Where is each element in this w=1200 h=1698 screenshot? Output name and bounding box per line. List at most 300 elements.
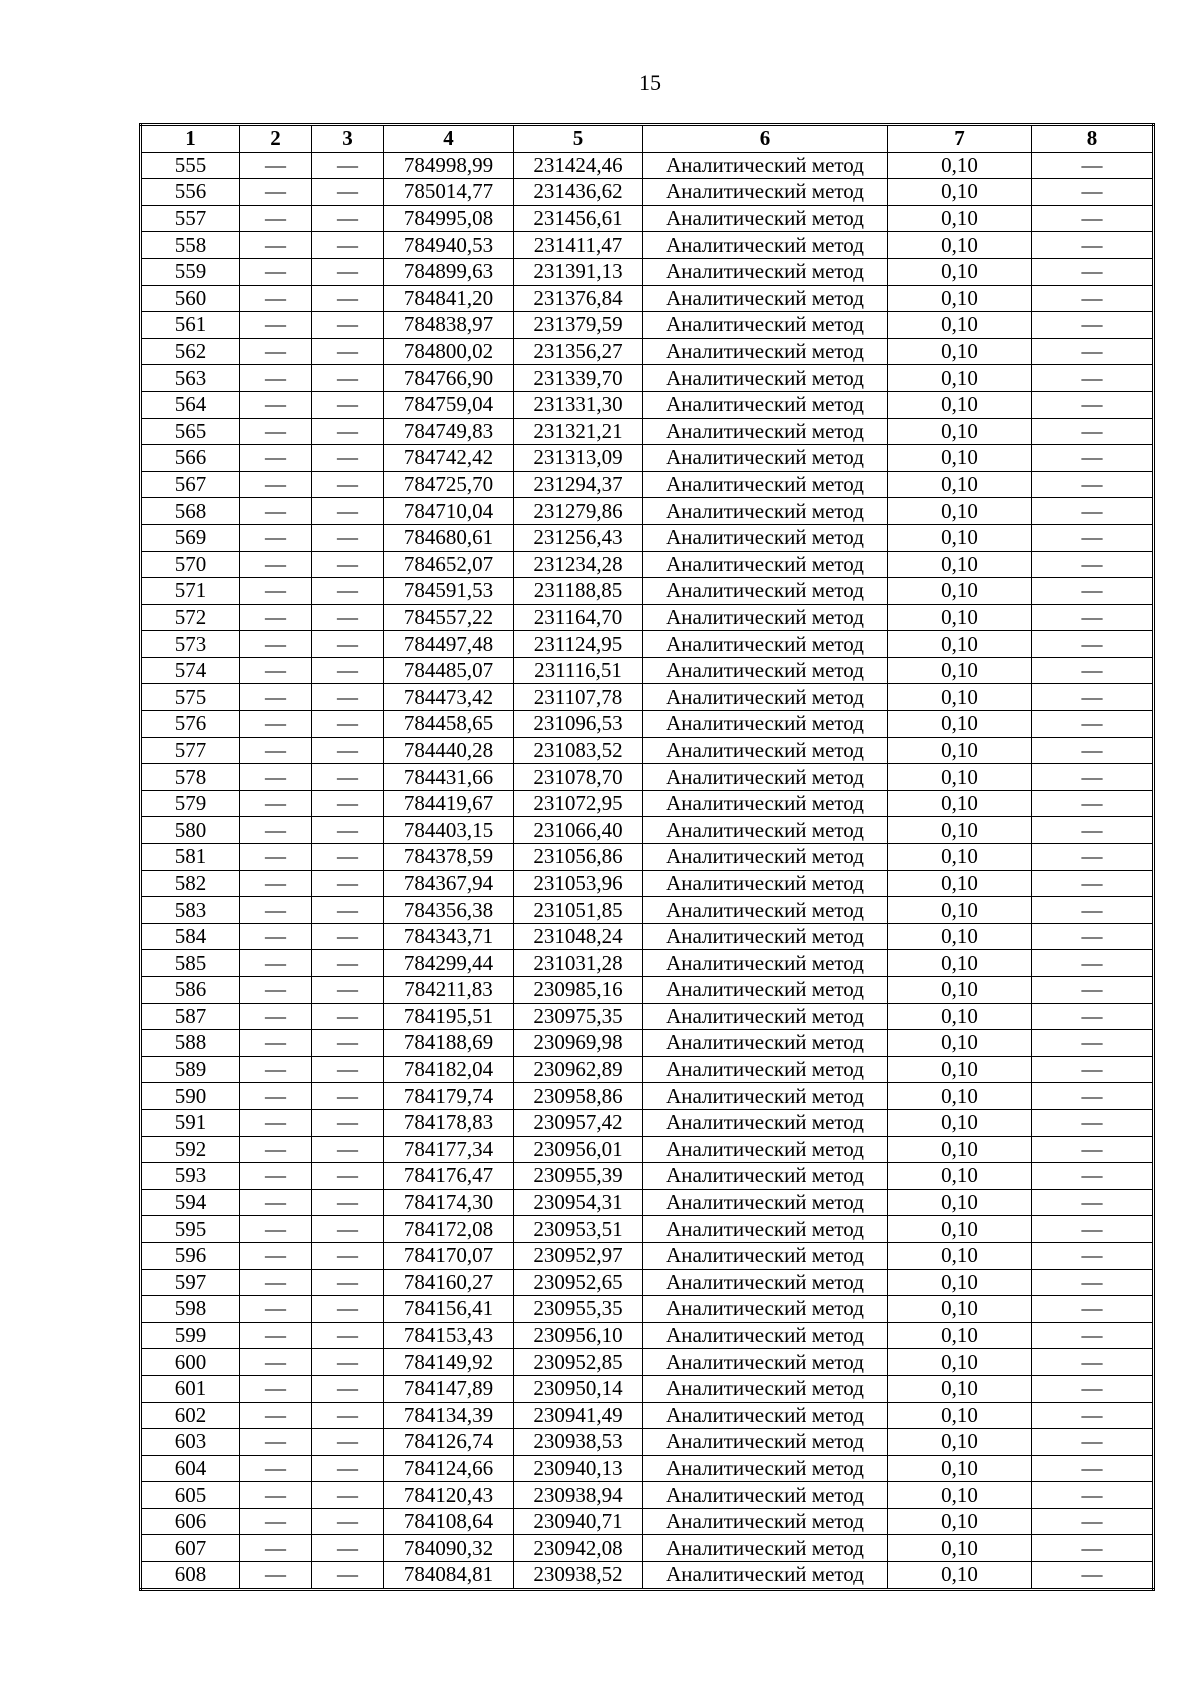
cell-col-3: — (312, 338, 384, 365)
error-value: 0,10 (888, 179, 1032, 206)
cell-col-2: — (240, 977, 312, 1004)
error-value: 0,10 (888, 232, 1032, 259)
cell-col-2: — (240, 312, 312, 339)
point-number: 594 (141, 1189, 240, 1216)
cell-col-2: — (240, 764, 312, 791)
table-row (141, 1136, 1154, 1163)
error-value: 0,10 (888, 1269, 1032, 1296)
cell-col-2: — (240, 179, 312, 206)
method: Аналитический метод (643, 1508, 888, 1535)
coord-x: 784343,71 (384, 923, 514, 950)
coord-y: 231056,86 (514, 844, 643, 871)
cell-col-3: — (312, 551, 384, 578)
table-row (141, 1189, 1154, 1216)
cell-col-3: — (312, 844, 384, 871)
error-value: 0,10 (888, 684, 1032, 711)
table-row (141, 232, 1154, 259)
cell-col-2: — (240, 1429, 312, 1456)
table-row (141, 1030, 1154, 1057)
coord-x: 784179,74 (384, 1083, 514, 1110)
method: Аналитический метод (643, 312, 888, 339)
column-header: 5 (514, 125, 643, 153)
table-row (141, 471, 1154, 498)
method: Аналитический метод (643, 578, 888, 605)
cell-col-3: — (312, 365, 384, 392)
coord-x: 784149,92 (384, 1349, 514, 1376)
error-value: 0,10 (888, 1349, 1032, 1376)
coord-x: 784497,48 (384, 631, 514, 658)
method: Аналитический метод (643, 1136, 888, 1163)
error-value: 0,10 (888, 604, 1032, 631)
column-header: 3 (312, 125, 384, 153)
cell-col-2: — (240, 684, 312, 711)
point-number: 569 (141, 524, 240, 551)
method: Аналитический метод (643, 764, 888, 791)
cell-col-2: — (240, 1109, 312, 1136)
table-row (141, 1083, 1154, 1110)
method: Аналитический метод (643, 285, 888, 312)
error-value: 0,10 (888, 870, 1032, 897)
table-row (141, 844, 1154, 871)
coord-x: 784367,94 (384, 870, 514, 897)
method: Аналитический метод (643, 152, 888, 179)
coord-x: 784108,64 (384, 1508, 514, 1535)
table-row (141, 897, 1154, 924)
cell-col-8: — (1032, 711, 1154, 738)
point-number: 577 (141, 737, 240, 764)
point-number: 555 (141, 152, 240, 179)
cell-col-2: — (240, 205, 312, 232)
coord-x: 784178,83 (384, 1109, 514, 1136)
cell-col-2: — (240, 498, 312, 525)
coord-y: 230956,01 (514, 1136, 643, 1163)
coord-y: 231083,52 (514, 737, 643, 764)
error-value: 0,10 (888, 258, 1032, 285)
point-number: 591 (141, 1109, 240, 1136)
coord-x: 784299,44 (384, 950, 514, 977)
coord-x: 784378,59 (384, 844, 514, 871)
table-row (141, 1242, 1154, 1269)
cell-col-3: — (312, 977, 384, 1004)
coord-x: 784998,99 (384, 152, 514, 179)
point-number: 606 (141, 1508, 240, 1535)
table-row (141, 684, 1154, 711)
cell-col-2: — (240, 1163, 312, 1190)
cell-col-3: — (312, 950, 384, 977)
table-row (141, 524, 1154, 551)
cell-col-3: — (312, 152, 384, 179)
cell-col-8: — (1032, 498, 1154, 525)
cell-col-8: — (1032, 312, 1154, 339)
point-number: 587 (141, 1003, 240, 1030)
coord-x: 784680,61 (384, 524, 514, 551)
cell-col-8: — (1032, 1429, 1154, 1456)
error-value: 0,10 (888, 578, 1032, 605)
coord-x: 784431,66 (384, 764, 514, 791)
cell-col-3: — (312, 631, 384, 658)
error-value: 0,10 (888, 1083, 1032, 1110)
point-number: 573 (141, 631, 240, 658)
method: Аналитический метод (643, 1375, 888, 1402)
coord-x: 784591,53 (384, 578, 514, 605)
cell-col-8: — (1032, 790, 1154, 817)
method: Аналитический метод (643, 1535, 888, 1562)
point-number: 576 (141, 711, 240, 738)
coord-y: 230952,65 (514, 1269, 643, 1296)
coord-x: 784120,43 (384, 1482, 514, 1509)
cell-col-3: — (312, 1322, 384, 1349)
cell-col-8: — (1032, 844, 1154, 871)
coord-y: 231339,70 (514, 365, 643, 392)
coord-x: 784473,42 (384, 684, 514, 711)
cell-col-2: — (240, 1216, 312, 1243)
coord-x: 784800,02 (384, 338, 514, 365)
column-header: 2 (240, 125, 312, 153)
coord-y: 231313,09 (514, 445, 643, 472)
cell-col-2: — (240, 418, 312, 445)
error-value: 0,10 (888, 524, 1032, 551)
method: Аналитический метод (643, 1030, 888, 1057)
cell-col-3: — (312, 604, 384, 631)
cell-col-8: — (1032, 1269, 1154, 1296)
point-number: 589 (141, 1056, 240, 1083)
error-value: 0,10 (888, 817, 1032, 844)
cell-col-3: — (312, 205, 384, 232)
error-value: 0,10 (888, 897, 1032, 924)
cell-col-8: — (1032, 445, 1154, 472)
coord-y: 231379,59 (514, 312, 643, 339)
cell-col-2: — (240, 285, 312, 312)
table-row (141, 1296, 1154, 1323)
error-value: 0,10 (888, 711, 1032, 738)
point-number: 557 (141, 205, 240, 232)
cell-col-3: — (312, 1455, 384, 1482)
coord-x: 784419,67 (384, 790, 514, 817)
point-number: 567 (141, 471, 240, 498)
table-row (141, 1349, 1154, 1376)
coord-y: 230942,08 (514, 1535, 643, 1562)
cell-col-3: — (312, 1375, 384, 1402)
method: Аналитический метод (643, 258, 888, 285)
coord-x: 784749,83 (384, 418, 514, 445)
cell-col-8: — (1032, 205, 1154, 232)
coord-x: 784172,08 (384, 1216, 514, 1243)
point-number: 579 (141, 790, 240, 817)
coord-x: 785014,77 (384, 179, 514, 206)
coord-x: 784403,15 (384, 817, 514, 844)
point-number: 600 (141, 1349, 240, 1376)
method: Аналитический метод (643, 232, 888, 259)
cell-col-2: — (240, 578, 312, 605)
coord-y: 231321,21 (514, 418, 643, 445)
error-value: 0,10 (888, 1030, 1032, 1057)
coord-y: 231234,28 (514, 551, 643, 578)
cell-col-3: — (312, 312, 384, 339)
cell-col-3: — (312, 1109, 384, 1136)
cell-col-8: — (1032, 551, 1154, 578)
cell-col-2: — (240, 1269, 312, 1296)
cell-col-3: — (312, 1482, 384, 1509)
table-row (141, 1216, 1154, 1243)
coord-y: 231188,85 (514, 578, 643, 605)
table-row (141, 1109, 1154, 1136)
cell-col-8: — (1032, 923, 1154, 950)
method: Аналитический метод (643, 498, 888, 525)
coord-x: 784124,66 (384, 1455, 514, 1482)
cell-col-3: — (312, 578, 384, 605)
cell-col-8: — (1032, 418, 1154, 445)
error-value: 0,10 (888, 1216, 1032, 1243)
method: Аналитический метод (643, 391, 888, 418)
cell-col-3: — (312, 764, 384, 791)
error-value: 0,10 (888, 1562, 1032, 1590)
cell-col-8: — (1032, 870, 1154, 897)
method: Аналитический метод (643, 711, 888, 738)
point-number: 559 (141, 258, 240, 285)
error-value: 0,10 (888, 1189, 1032, 1216)
cell-col-3: — (312, 790, 384, 817)
cell-col-3: — (312, 657, 384, 684)
coord-x: 784838,97 (384, 312, 514, 339)
cell-col-8: — (1032, 604, 1154, 631)
table-row (141, 152, 1154, 179)
table-row (141, 338, 1154, 365)
point-number: 597 (141, 1269, 240, 1296)
cell-col-3: — (312, 1402, 384, 1429)
column-header: 4 (384, 125, 514, 153)
method: Аналитический метод (643, 1349, 888, 1376)
method: Аналитический метод (643, 790, 888, 817)
table-row (141, 1163, 1154, 1190)
cell-col-3: — (312, 232, 384, 259)
coord-x: 784090,32 (384, 1535, 514, 1562)
point-number: 603 (141, 1429, 240, 1456)
cell-col-2: — (240, 1349, 312, 1376)
method: Аналитический метод (643, 524, 888, 551)
cell-col-2: — (240, 737, 312, 764)
cell-col-3: — (312, 418, 384, 445)
cell-col-8: — (1032, 764, 1154, 791)
cell-col-2: — (240, 657, 312, 684)
coord-y: 230969,98 (514, 1030, 643, 1057)
column-header: 1 (141, 125, 240, 153)
point-number: 598 (141, 1296, 240, 1323)
method: Аналитический метод (643, 844, 888, 871)
cell-col-3: — (312, 1003, 384, 1030)
cell-col-8: — (1032, 232, 1154, 259)
coord-y: 230975,35 (514, 1003, 643, 1030)
table-row (141, 1322, 1154, 1349)
error-value: 0,10 (888, 1455, 1032, 1482)
cell-col-8: — (1032, 737, 1154, 764)
cell-col-3: — (312, 471, 384, 498)
coord-y: 231279,86 (514, 498, 643, 525)
cell-col-2: — (240, 1056, 312, 1083)
cell-col-2: — (240, 551, 312, 578)
coord-y: 230958,86 (514, 1083, 643, 1110)
cell-col-2: — (240, 232, 312, 259)
coord-x: 784725,70 (384, 471, 514, 498)
cell-col-8: — (1032, 1189, 1154, 1216)
coord-x: 784485,07 (384, 657, 514, 684)
error-value: 0,10 (888, 1322, 1032, 1349)
cell-col-8: — (1032, 1455, 1154, 1482)
error-value: 0,10 (888, 1056, 1032, 1083)
point-number: 572 (141, 604, 240, 631)
error-value: 0,10 (888, 737, 1032, 764)
method: Аналитический метод (643, 205, 888, 232)
coord-x: 784211,83 (384, 977, 514, 1004)
method: Аналитический метод (643, 1482, 888, 1509)
coordinates-table (139, 123, 1155, 1591)
cell-col-2: — (240, 1508, 312, 1535)
table-row (141, 258, 1154, 285)
coord-y: 230955,35 (514, 1296, 643, 1323)
point-number: 566 (141, 445, 240, 472)
cell-col-8: — (1032, 950, 1154, 977)
column-header: 7 (888, 125, 1032, 153)
table-row (141, 817, 1154, 844)
table-row (141, 418, 1154, 445)
method: Аналитический метод (643, 1269, 888, 1296)
coord-x: 784995,08 (384, 205, 514, 232)
point-number: 565 (141, 418, 240, 445)
cell-col-8: — (1032, 1562, 1154, 1590)
point-number: 590 (141, 1083, 240, 1110)
coord-y: 231072,95 (514, 790, 643, 817)
method: Аналитический метод (643, 631, 888, 658)
error-value: 0,10 (888, 1429, 1032, 1456)
point-number: 562 (141, 338, 240, 365)
cell-col-8: — (1032, 1402, 1154, 1429)
method: Аналитический метод (643, 1562, 888, 1590)
method: Аналитический метод (643, 684, 888, 711)
coord-x: 784458,65 (384, 711, 514, 738)
cell-col-3: — (312, 1535, 384, 1562)
cell-col-2: — (240, 870, 312, 897)
method: Аналитический метод (643, 471, 888, 498)
cell-col-2: — (240, 604, 312, 631)
table-row (141, 1375, 1154, 1402)
point-number: 575 (141, 684, 240, 711)
coord-x: 784710,04 (384, 498, 514, 525)
cell-col-3: — (312, 285, 384, 312)
coord-y: 230955,39 (514, 1163, 643, 1190)
error-value: 0,10 (888, 1508, 1032, 1535)
table-row (141, 285, 1154, 312)
table-row (141, 365, 1154, 392)
table-row (141, 1508, 1154, 1535)
point-number: 563 (141, 365, 240, 392)
cell-col-8: — (1032, 258, 1154, 285)
coord-x: 784766,90 (384, 365, 514, 392)
method: Аналитический метод (643, 604, 888, 631)
error-value: 0,10 (888, 764, 1032, 791)
cell-col-3: — (312, 1216, 384, 1243)
table-row (141, 1429, 1154, 1456)
coord-x: 784153,43 (384, 1322, 514, 1349)
point-number: 561 (141, 312, 240, 339)
error-value: 0,10 (888, 923, 1032, 950)
cell-col-3: — (312, 923, 384, 950)
column-header: 8 (1032, 125, 1154, 153)
point-number: 568 (141, 498, 240, 525)
cell-col-3: — (312, 737, 384, 764)
point-number: 601 (141, 1375, 240, 1402)
cell-col-2: — (240, 817, 312, 844)
point-number: 581 (141, 844, 240, 871)
method: Аналитический метод (643, 1322, 888, 1349)
coord-y: 230956,10 (514, 1322, 643, 1349)
coord-x: 784195,51 (384, 1003, 514, 1030)
error-value: 0,10 (888, 338, 1032, 365)
method: Аналитический метод (643, 1163, 888, 1190)
error-value: 0,10 (888, 1296, 1032, 1323)
coord-y: 231456,61 (514, 205, 643, 232)
cell-col-8: — (1032, 977, 1154, 1004)
coord-y: 231411,47 (514, 232, 643, 259)
table-row (141, 578, 1154, 605)
point-number: 570 (141, 551, 240, 578)
coord-y: 231424,46 (514, 152, 643, 179)
point-number: 574 (141, 657, 240, 684)
method: Аналитический метод (643, 1296, 888, 1323)
method: Аналитический метод (643, 1455, 888, 1482)
point-number: 583 (141, 897, 240, 924)
error-value: 0,10 (888, 285, 1032, 312)
cell-col-3: — (312, 1269, 384, 1296)
method: Аналитический метод (643, 1429, 888, 1456)
cell-col-2: — (240, 258, 312, 285)
coord-x: 784182,04 (384, 1056, 514, 1083)
cell-col-8: — (1032, 1349, 1154, 1376)
cell-col-3: — (312, 870, 384, 897)
point-number: 556 (141, 179, 240, 206)
coord-y: 230938,52 (514, 1562, 643, 1590)
coord-y: 230954,31 (514, 1189, 643, 1216)
cell-col-8: — (1032, 1216, 1154, 1243)
cell-col-2: — (240, 391, 312, 418)
point-number: 571 (141, 578, 240, 605)
point-number: 602 (141, 1402, 240, 1429)
cell-col-3: — (312, 1429, 384, 1456)
cell-col-8: — (1032, 578, 1154, 605)
cell-col-2: — (240, 844, 312, 871)
method: Аналитический метод (643, 950, 888, 977)
method: Аналитический метод (643, 1056, 888, 1083)
cell-col-8: — (1032, 365, 1154, 392)
error-value: 0,10 (888, 1535, 1032, 1562)
point-number: 586 (141, 977, 240, 1004)
cell-col-3: — (312, 445, 384, 472)
point-number: 608 (141, 1562, 240, 1590)
cell-col-2: — (240, 524, 312, 551)
coord-x: 784940,53 (384, 232, 514, 259)
coord-y: 231051,85 (514, 897, 643, 924)
coord-y: 231294,37 (514, 471, 643, 498)
coord-y: 231078,70 (514, 764, 643, 791)
coord-y: 231053,96 (514, 870, 643, 897)
cell-col-2: — (240, 338, 312, 365)
point-number: 605 (141, 1482, 240, 1509)
error-value: 0,10 (888, 844, 1032, 871)
coord-x: 784174,30 (384, 1189, 514, 1216)
table-row (141, 445, 1154, 472)
coord-y: 230940,71 (514, 1508, 643, 1535)
cell-col-8: — (1032, 285, 1154, 312)
cell-col-8: — (1032, 1482, 1154, 1509)
coord-x: 784356,38 (384, 897, 514, 924)
